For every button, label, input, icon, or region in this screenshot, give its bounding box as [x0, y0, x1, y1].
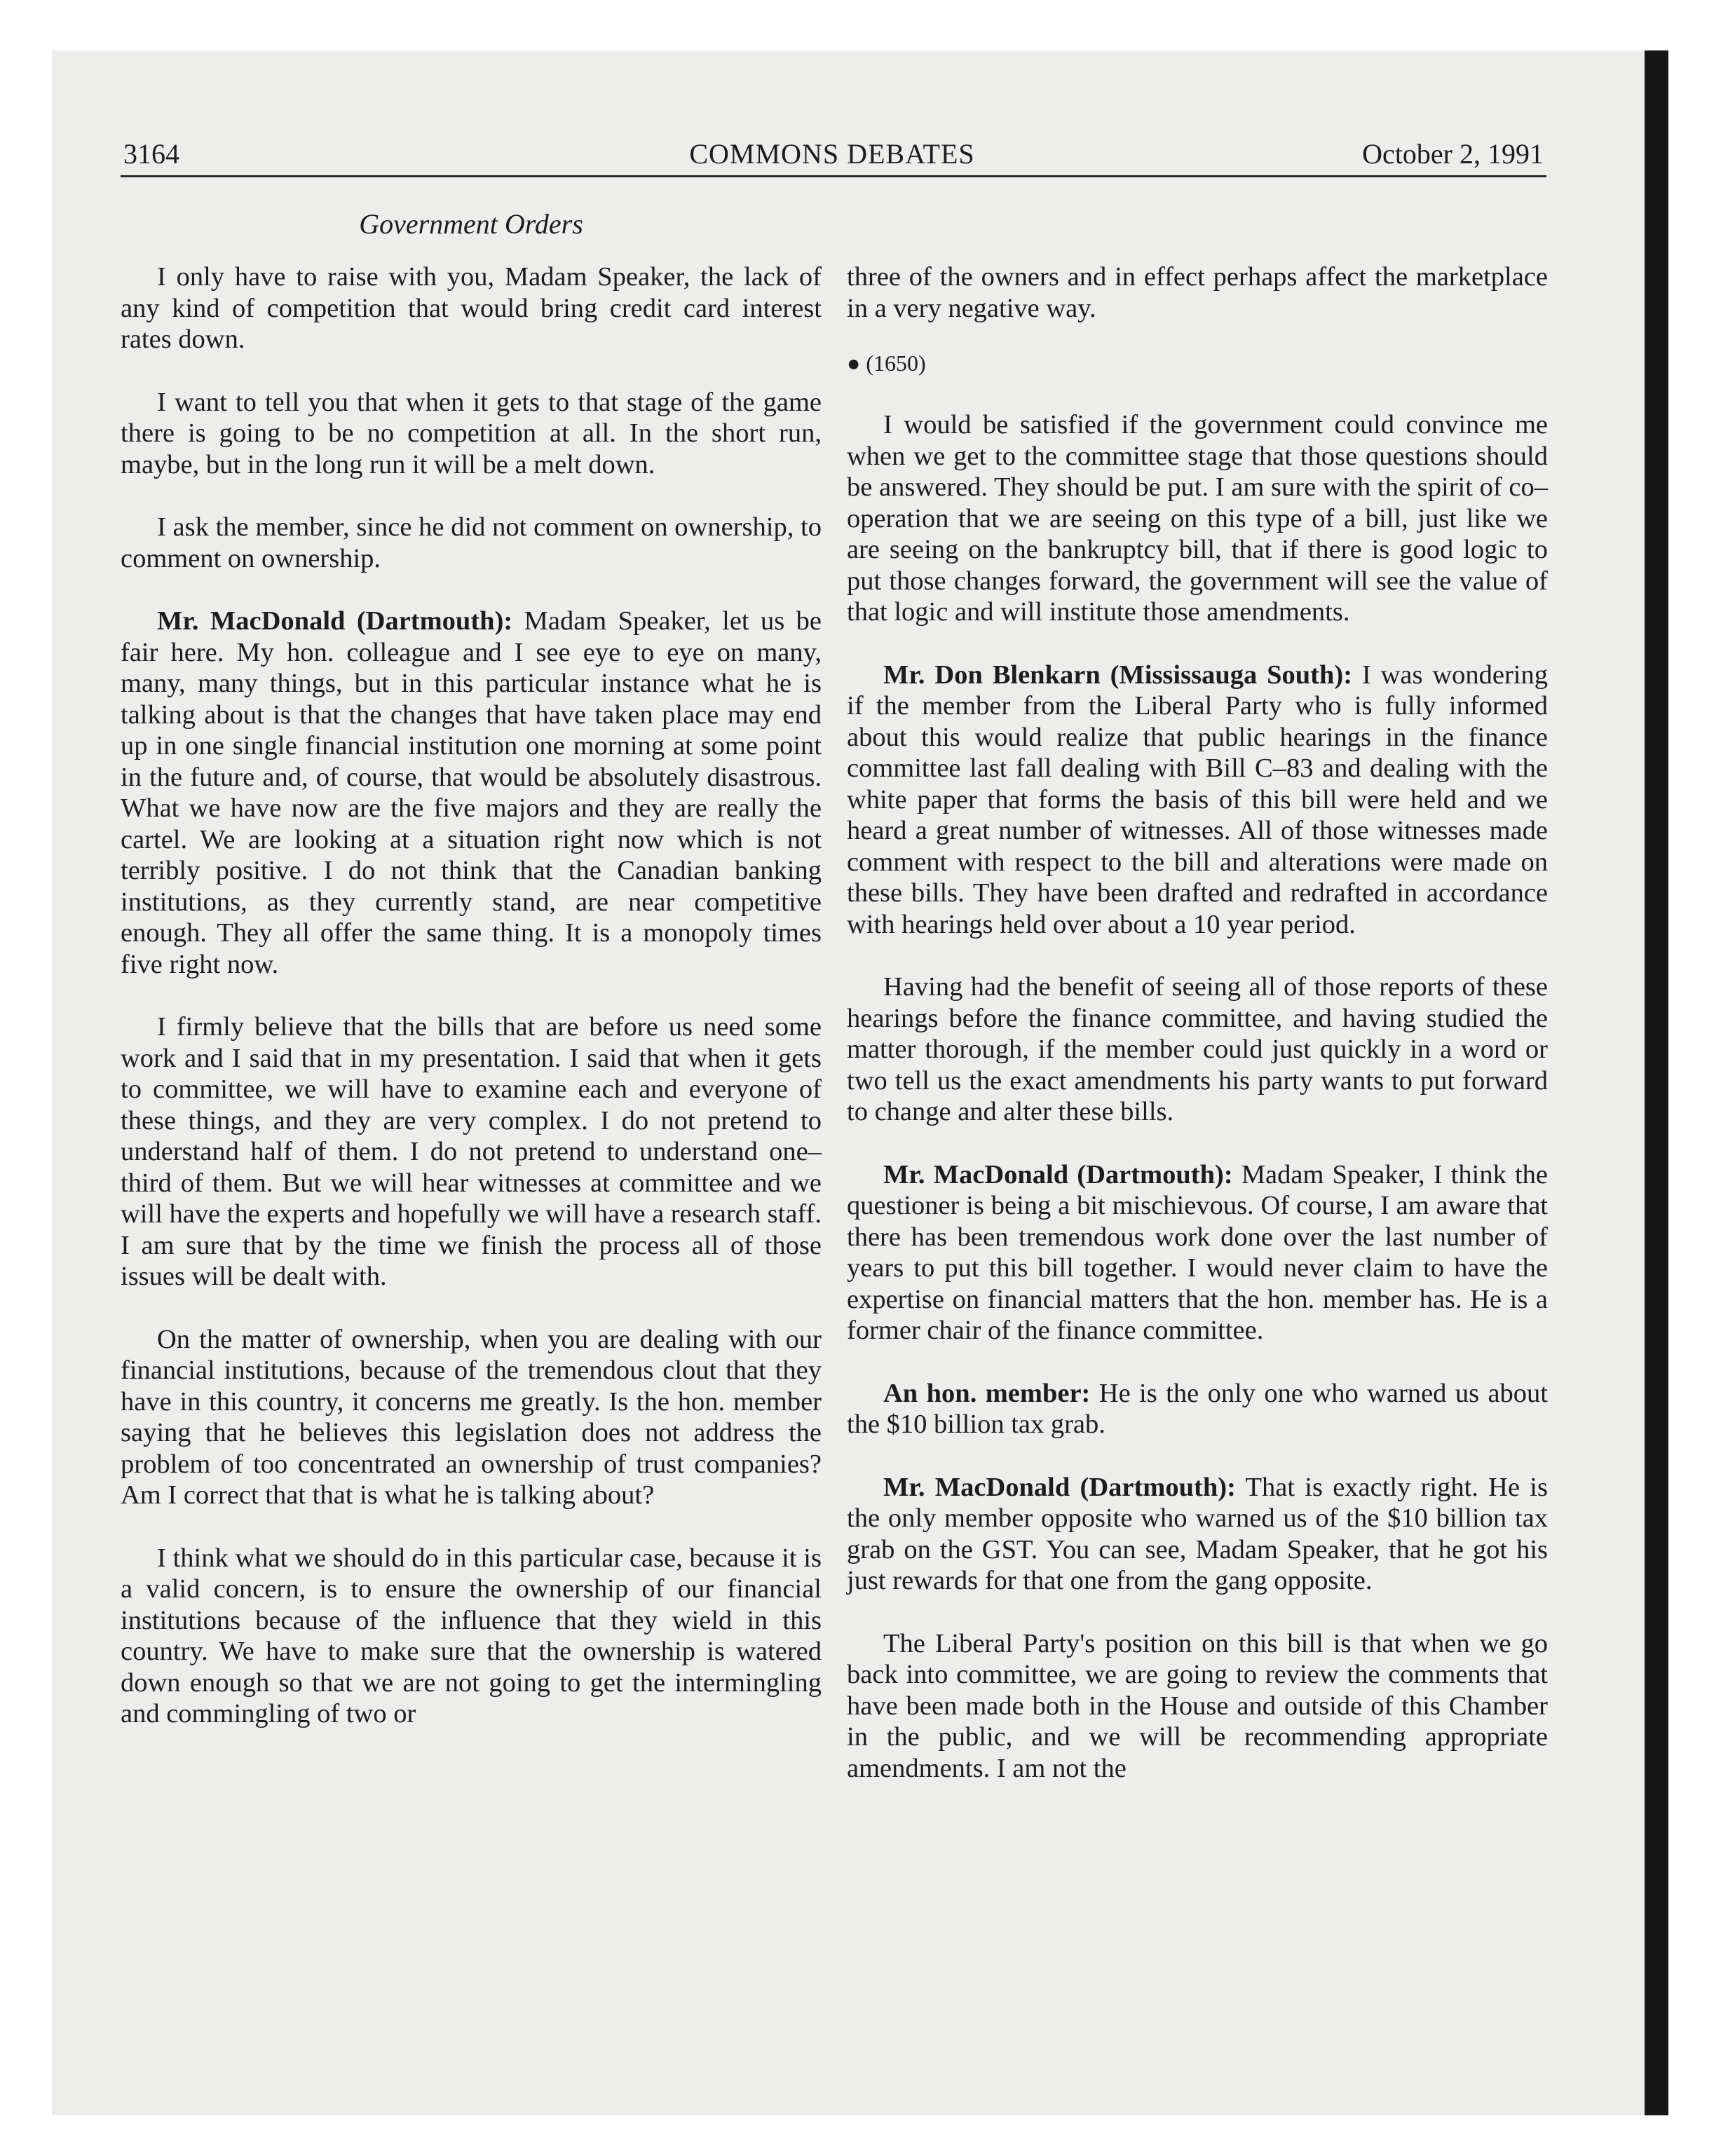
- paragraph-text: I want to tell you that when it gets to that stage of the game there is going to be no competition at all. In the short run, maybe, but in the long run it will be a melt down.: [121, 387, 822, 479]
- paragraph: [121, 512, 822, 574]
- page-header: [121, 137, 1544, 177]
- paragraph: [847, 1159, 1548, 1346]
- paragraph-text: He is the only one who warned us about the $10 billion tax grab.: [847, 1378, 1548, 1439]
- paragraph-text: three of the owners and in effect perhaps affect the marketplace in a very negative way.: [847, 262, 1548, 323]
- speaker-name: Mr. MacDonald (Dartmouth):: [883, 1159, 1233, 1189]
- paragraph-text: Having had the benefit of seeing all of those reports of these hearings before the finance committee, and having studied the matter thorough, if the member could just quickly in a word or two tell us the exact amendments his party wants to put forward to change and alter these bills.: [847, 972, 1548, 1126]
- header-rule: [121, 175, 1546, 177]
- paragraph-text: Madam Speaker, let us be fair here. My hon. colleague and I see eye to eye on many, many, many things, but in this particular instance what he is talking about is that the changes that have taken place may end up in one single financial institution one morning at some point in the future and, of course, that would be absolutely disastrous. What we have now are the five majors and they are really the cartel. We are looking at a situation right now which is not terribly positive. I do not think that the Canadian banking institutions, as they currently stand, are near competitive enough. They all offer the same thing. It is a monopoly times five right now.: [121, 606, 822, 979]
- paragraph-text: I ask the member, since he did not comment on ownership, to comment on ownership.: [121, 512, 822, 573]
- scan-edge-shadow: [1645, 50, 1668, 2115]
- paragraph-text: On the matter of ownership, when you are dealing with our financial institutions, because of the tremendous clout that they have in this country, it concerns me greatly. Is the hon. member saying that he believes this legislation does not address the problem of too concentrated an ownership of trust companies? Am I correct that that is what he is talking about?: [121, 1324, 822, 1510]
- paragraph: [847, 1378, 1548, 1440]
- time-marker: [847, 348, 1548, 378]
- paragraph-text: The Liberal Party's position on this bill is that when we go back into committee, we are going to review the comments that have been made both in the House and outside of this Chamber in the public, and we will be recommending appropriate amendments. I am not the: [847, 1628, 1548, 1783]
- paragraph-text: That is exactly right. He is the only member opposite who warned us of the $10 billion tax grab on the GST. You can see, Madam Speaker, that he got his just rewards for that one from the gang opposite.: [847, 1472, 1548, 1595]
- paragraph: [121, 606, 822, 980]
- section-title: Government Orders: [359, 208, 583, 240]
- speaker-name: Mr. MacDonald (Dartmouth):: [157, 606, 513, 636]
- speaker-name: Mr. Don Blenkarn (Mississauga South):: [883, 660, 1353, 690]
- bullet-icon: ●: [847, 350, 861, 376]
- page-number: 3164: [123, 138, 179, 170]
- continued-paragraph: [847, 261, 1548, 324]
- paragraph: [847, 1472, 1548, 1597]
- right-column: [847, 261, 1548, 1815]
- paragraph-text: I only have to raise with you, Madam Speaker, the lack of any kind of competition that would bring credit card interest rates down.: [121, 262, 822, 354]
- speaker-name: Mr. MacDonald (Dartmouth):: [883, 1472, 1236, 1502]
- publication-title: COMMONS DEBATES: [689, 138, 975, 170]
- paragraph: [121, 261, 822, 355]
- paragraph-text: I would be satisfied if the government could convince me when we get to the committee stage that those questions should be answered. They should be put. I am sure with the spirit of co–operation that we are seeing on this type of a bill, just like we are seeing on the bankruptcy bill, that if there is good logic to put those changes forward, the government will see the value of that logic and will institute those amendments.: [847, 410, 1548, 627]
- paragraph: [847, 660, 1548, 941]
- paragraph-text: Madam Speaker, I think the questioner is being a bit mischievous. Of course, I am aware that there has been tremendous work done over the last number of years to put this bill together. I would never claim to have the expertise on financial matters that the hon. member has. He is a former chair of the finance committee.: [847, 1159, 1549, 1345]
- paragraph-text: I think what we should do in this particular case, because it is a valid concern, is to ensure the ownership of our financial institutions because of the influence that they wield in this country. We have to make sure that the ownership is watered down enough so that we are not going to get the intermingling and commingling of two or: [121, 1543, 822, 1728]
- paragraph: [121, 1543, 822, 1730]
- paragraph: [847, 1628, 1548, 1785]
- paragraph: [121, 387, 822, 481]
- paragraph: [847, 409, 1548, 628]
- left-column: [121, 261, 822, 1761]
- time-stamp: (1650): [866, 350, 926, 376]
- paragraph: [121, 1324, 822, 1511]
- paragraph: [847, 971, 1548, 1128]
- paragraph: [121, 1011, 822, 1292]
- paragraph-text: I firmly believe that the bills that are before us need some work and I said that in my presentation. I said that when it gets to committee, we will have to examine each and everyone of these things, and they are very complex. I do not pretend to understand half of them. I do not pretend to understand one–third of them. But we will hear witnesses at committee and we will have the experts and hopefully we will have a research staff. I am sure that by the time we finish the process all of those issues will be dealt with.: [121, 1012, 822, 1291]
- publication-date: October 2, 1991: [1362, 138, 1544, 170]
- paragraph-text: I was wondering if the member from the Liberal Party who is fully informed about this would realize that public hearings in the finance committee last fall dealing with Bill C–83 and dealing with the white paper that forms the basis of this bill were held and we heard a great number of witnesses. All of those witnesses made comment with respect to the bill and alterations were made on these bills. They have been drafted and redrafted in accordance with hearings held over about a 10 year period.: [847, 660, 1548, 939]
- speaker-name: An hon. member:: [883, 1378, 1091, 1408]
